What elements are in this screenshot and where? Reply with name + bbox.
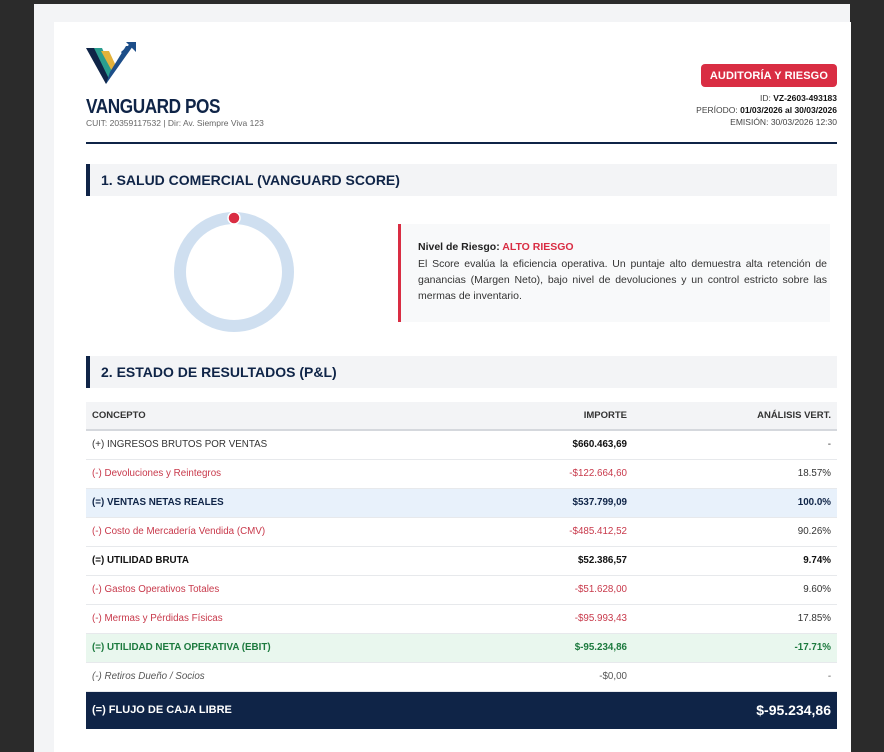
company-cuit-address: CUIT: 20359117532 | Dir: Av. Siempre Viva 123 [86, 118, 264, 128]
table-row [86, 488, 837, 517]
row-vertical: 100.0% [627, 488, 837, 517]
report-meta [696, 92, 837, 128]
vanguard-logo-icon [86, 42, 136, 84]
pnl-table [86, 402, 837, 729]
section-2-title: 2. ESTADO DE RESULTADOS (P&L) [101, 364, 337, 380]
table-row [86, 517, 837, 546]
row-vertical: 9.74% [627, 546, 837, 575]
row-vertical: 90.26% [627, 517, 837, 546]
row-concept: (=) VENTAS NETAS REALES [86, 488, 457, 517]
row-amount: $-95.234,86 [457, 633, 627, 662]
section-1-title: 1. SALUD COMERCIAL (VANGUARD SCORE) [101, 172, 400, 188]
row-vertical: -17.71% [627, 633, 837, 662]
row-vertical: 18.57% [627, 459, 837, 488]
row-amount-empty [457, 691, 627, 729]
row-concept: (-) Retiros Dueño / Socios [86, 662, 457, 691]
report-page [54, 22, 851, 752]
col-amount: IMPORTE [457, 402, 627, 430]
table-row [86, 575, 837, 604]
section-2-header [86, 356, 837, 388]
risk-panel [398, 224, 830, 322]
free-cash-flow-row [86, 691, 837, 729]
row-amount: -$122.664,60 [457, 459, 627, 488]
row-amount: -$51.628,00 [457, 575, 627, 604]
risk-description: El Score evalúa la eficiencia operativa. Un puntaje alto demuestra alta retención de ganancias (Margen Neto), bajo nivel de devoluciones y un control estricto sobre las mermas de inventario. [418, 258, 827, 302]
table-row [86, 430, 837, 459]
row-vertical: 17.85% [627, 604, 837, 633]
table-header-row [86, 402, 837, 430]
report-period: PERÍODO: 01/03/2026 al 30/03/2026 [696, 105, 837, 115]
table-row [86, 459, 837, 488]
row-concept: (-) Costo de Mercadería Vendida (CMV) [86, 517, 457, 546]
col-vertical: ANÁLISIS VERT. [627, 402, 837, 430]
risk-level: Nivel de Riesgo: ALTO RIESGO [418, 241, 574, 253]
report-id: ID: VZ-2603-493183 [759, 93, 837, 103]
row-concept: (-) Devoluciones y Reintegros [86, 459, 457, 488]
report-emission: EMISIÓN: 30/03/2026 12:30 [730, 117, 837, 127]
table-row [86, 662, 837, 691]
table-row [86, 604, 837, 633]
row-amount: $-95.234,86 [627, 691, 837, 729]
row-amount: $52.386,57 [457, 546, 627, 575]
row-vertical: - [627, 430, 837, 459]
row-concept: (=) FLUJO DE CAJA LIBRE [86, 691, 457, 729]
row-amount: -$485.412,52 [457, 517, 627, 546]
row-concept: (-) Gastos Operativos Totales [86, 575, 457, 604]
table-row [86, 633, 837, 662]
row-concept: (-) Mermas y Pérdidas Físicas [86, 604, 457, 633]
header-divider [86, 142, 837, 144]
row-vertical: - [627, 662, 837, 691]
brand-name: VANGUARD POS [86, 96, 221, 118]
section-1-header [86, 164, 837, 196]
score-marker [228, 212, 240, 224]
row-concept: (=) UTILIDAD NETA OPERATIVA (EBIT) [86, 633, 457, 662]
row-amount: $537.799,09 [457, 488, 627, 517]
risk-level-value: ALTO RIESGO [502, 241, 574, 253]
row-amount: -$95.993,43 [457, 604, 627, 633]
col-concept: CONCEPTO [86, 402, 457, 430]
score-donut [172, 210, 296, 334]
row-amount: $660.463,69 [457, 430, 627, 459]
score-ring-track [180, 218, 288, 326]
audit-risk-badge: AUDITORÍA Y RIESGO [701, 64, 837, 87]
row-amount: -$0,00 [457, 662, 627, 691]
row-concept: (=) UTILIDAD BRUTA [86, 546, 457, 575]
row-vertical: 9.60% [627, 575, 837, 604]
table-row [86, 546, 837, 575]
row-concept: (+) INGRESOS BRUTOS POR VENTAS [86, 430, 457, 459]
